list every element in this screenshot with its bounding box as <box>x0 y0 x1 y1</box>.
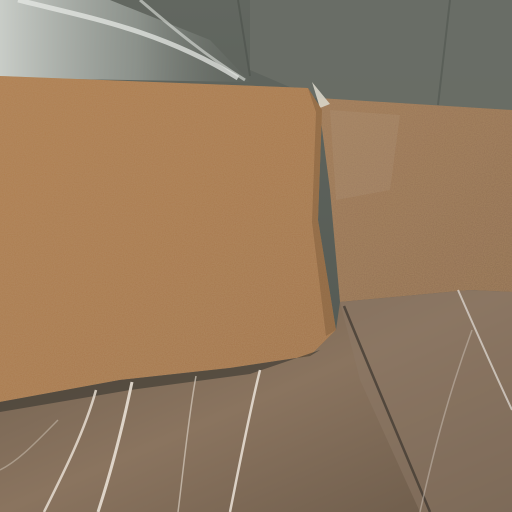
insulation-batt-texture <box>0 76 336 402</box>
wrap-sheen <box>330 110 400 200</box>
